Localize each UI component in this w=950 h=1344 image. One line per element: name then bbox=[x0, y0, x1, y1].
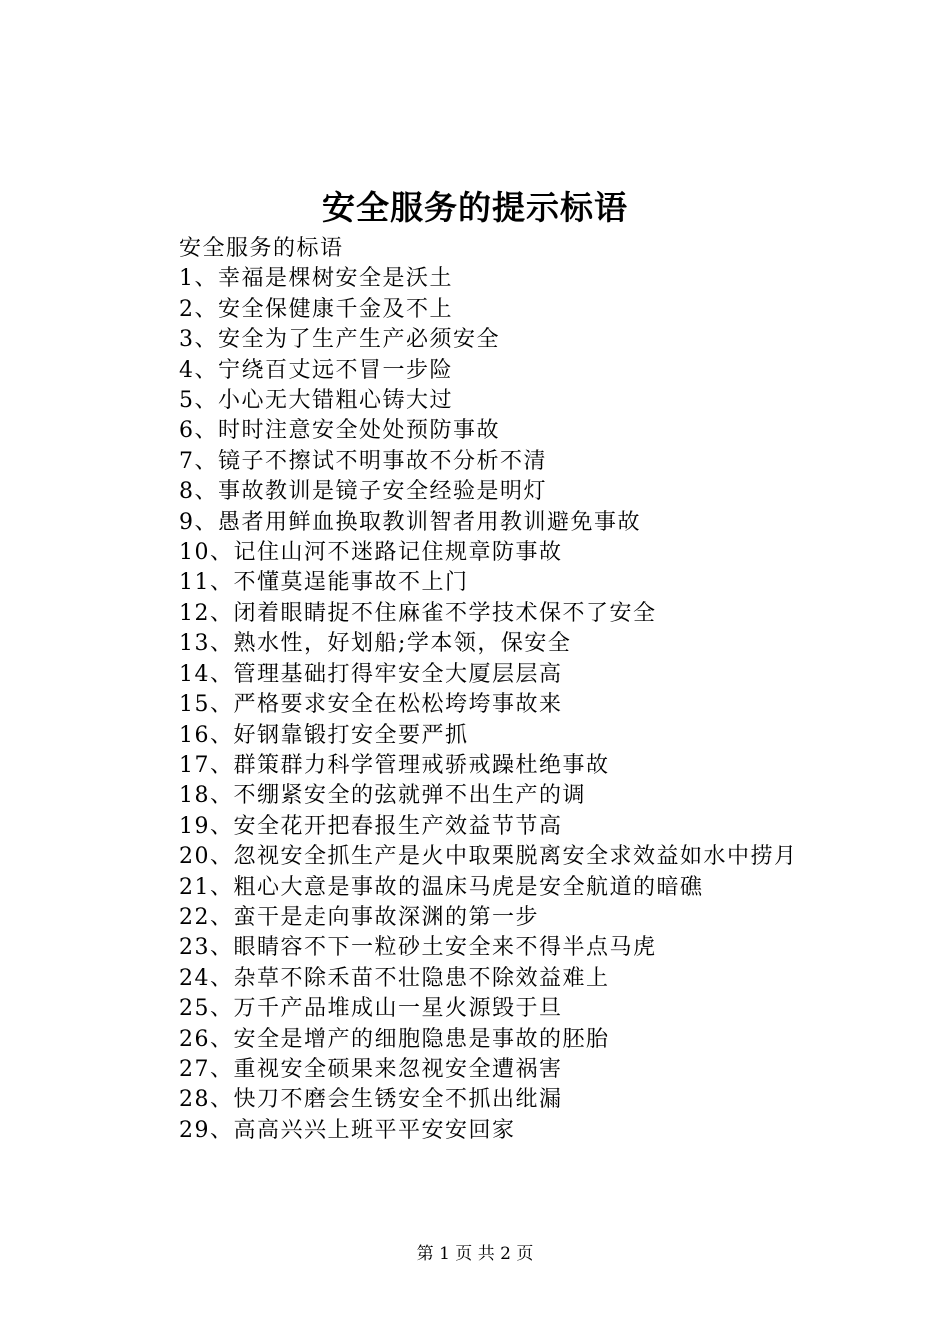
slogan-item: 15、严格要求安全在松松垮垮事故来 bbox=[179, 692, 563, 718]
slogan-item: 21、粗心大意是事故的温床马虎是安全航道的暗礁 bbox=[179, 874, 704, 900]
slogan-item: 16、好钢靠锻打安全要严抓 bbox=[179, 722, 469, 748]
slogan-item: 1、幸福是棵树安全是沃土 bbox=[179, 266, 453, 292]
slogan-item: 8、事故教训是镜子安全经验是明灯 bbox=[179, 479, 547, 505]
document-title: 安全服务的提示标语 bbox=[322, 188, 628, 227]
page-footer: 第 1 页 共 2 页 bbox=[416, 1244, 534, 1264]
slogan-item: 24、杂草不除禾苗不壮隐患不除效益难上 bbox=[179, 965, 610, 991]
document-subtitle: 安全服务的标语 bbox=[179, 236, 344, 261]
slogan-item: 12、闭着眼睛捉不住麻雀不学技术保不了安全 bbox=[179, 600, 657, 626]
slogan-item: 14、管理基础打得牢安全大厦层层高 bbox=[179, 661, 563, 687]
slogan-item: 26、安全是增产的细胞隐患是事故的胚胎 bbox=[179, 1026, 610, 1052]
slogan-item: 13、熟水性，好划船;学本领，保安全 bbox=[179, 631, 572, 657]
slogan-item: 18、不绷紧安全的弦就弹不出生产的调 bbox=[179, 783, 586, 809]
slogan-item: 10、记住山河不迷路记住规章防事故 bbox=[179, 540, 563, 566]
slogan-item: 3、安全为了生产生产必须安全 bbox=[179, 327, 500, 353]
slogan-item: 19、安全花开把春报生产效益节节高 bbox=[179, 813, 563, 839]
slogan-item: 29、高高兴兴上班平平安安回家 bbox=[179, 1117, 516, 1143]
slogan-item: 22、蛮干是走向事故深渊的第一步 bbox=[179, 904, 539, 930]
slogan-item: 6、时时注意安全处处预防事故 bbox=[179, 418, 500, 444]
slogan-item: 5、小心无大错粗心铸大过 bbox=[179, 388, 453, 414]
slogan-item: 7、镜子不擦试不明事故不分析不清 bbox=[179, 448, 547, 474]
slogan-item: 2、安全保健康千金及不上 bbox=[179, 296, 453, 322]
slogan-item: 27、重视安全硕果来忽视安全遭祸害 bbox=[179, 1056, 563, 1082]
slogan-item: 25、万千产品堆成山一星火源毁于旦 bbox=[179, 996, 563, 1022]
slogan-item: 23、眼睛容不下一粒砂土安全来不得半点马虎 bbox=[179, 935, 657, 961]
slogan-item: 11、不懂莫逞能事故不上门 bbox=[179, 570, 469, 596]
document-body bbox=[131, 234, 841, 1146]
slogan-item: 20、忽视安全抓生产是火中取栗脱离安全求效益如水中捞月 bbox=[179, 844, 798, 870]
slogan-item: 4、宁绕百丈远不冒一步险 bbox=[179, 357, 453, 383]
slogan-item: 17、群策群力科学管理戒骄戒躁杜绝事故 bbox=[179, 752, 610, 778]
slogan-item: 28、快刀不磨会生锈安全不抓出纰漏 bbox=[179, 1087, 563, 1113]
slogan-item: 9、愚者用鲜血换取教训智者用教训避免事故 bbox=[179, 509, 641, 535]
